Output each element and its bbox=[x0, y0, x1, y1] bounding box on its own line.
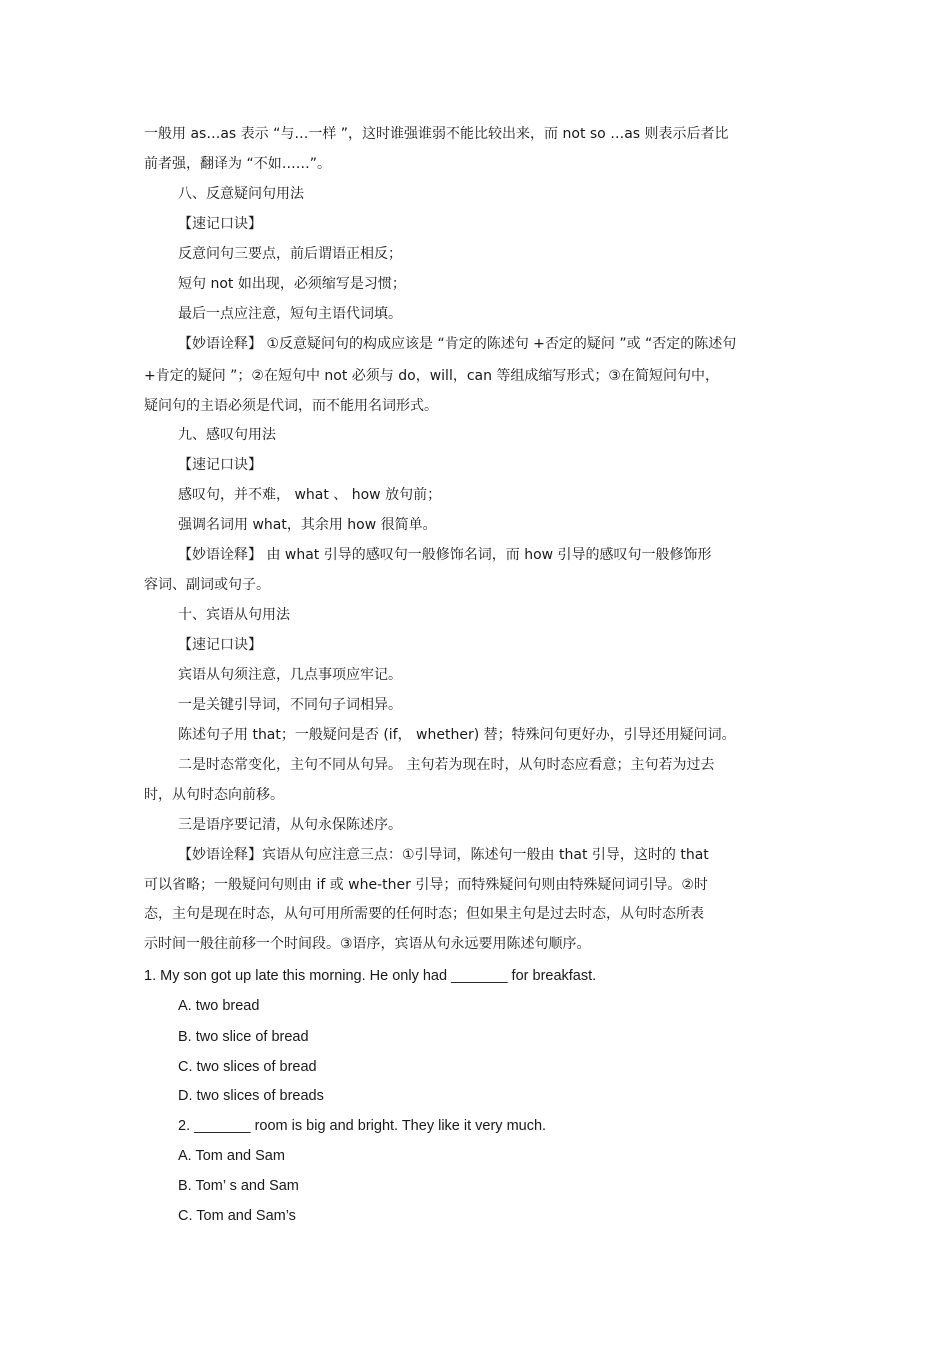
question-stem: 1. My son got up late this morning. He only had _______ for breakfast. bbox=[144, 968, 597, 984]
answer-option: C. two slices of bread bbox=[178, 1059, 317, 1075]
answer-option: B. Tom’ s and Sam bbox=[178, 1178, 299, 1194]
answer-option: A. two bread bbox=[178, 998, 260, 1014]
paragraph-line: 强调名词用 what，其余用 how 很简单。 bbox=[178, 517, 437, 533]
paragraph-line: 【妙语诠释】 ①反意疑问句的构成应该是 “肯定的陈述句 +否定的疑问 ”或 “否定的陈述句 bbox=[178, 336, 737, 352]
answer-option: C. Tom and Sam’s bbox=[178, 1208, 296, 1224]
section-heading: 十、宾语从句用法 bbox=[178, 607, 290, 623]
paragraph-line: 可以省略；一般疑问句则由 if 或 whe-ther 引导；而特殊疑问句则由特殊疑问词引导。②时 bbox=[144, 877, 708, 893]
paragraph-line: +肯定的疑问 ”；②在短句中 not 必须与 do，will，can 等组成缩写形式；③在简短问句中， bbox=[144, 368, 719, 384]
paragraph-line: 一是关键引导词，不同句子词相异。 bbox=[178, 697, 402, 713]
answer-option: A. Tom and Sam bbox=[178, 1148, 285, 1164]
answer-option: D. two slices of breads bbox=[178, 1088, 324, 1104]
paragraph-line: 感叹句，并不难， what 、 how 放句前； bbox=[178, 487, 442, 503]
paragraph-line: 疑问句的主语必须是代词，而不能用名词形式。 bbox=[144, 398, 438, 414]
paragraph-line: 三是语序要记清，从句永保陈述序。 bbox=[178, 817, 402, 833]
subheading: 【速记口诀】 bbox=[178, 216, 262, 232]
paragraph-line: 短句 not 如出现，必须缩写是习惯； bbox=[178, 276, 406, 292]
paragraph-line: 容词、副词或句子。 bbox=[144, 577, 270, 593]
answer-option: B. two slice of bread bbox=[178, 1029, 309, 1045]
question-stem: 2. _______ room is big and bright. They like it very much. bbox=[178, 1118, 547, 1134]
paragraph-line: 时，从句时态向前移。 bbox=[144, 787, 284, 803]
paragraph-line: 一般用 as…as 表示 “与…一样 ”，这时谁强谁弱不能比较出来，而 not so …as 则表示后者比 bbox=[144, 126, 729, 142]
paragraph-line: 前者强，翻译为 “不如……”。 bbox=[144, 156, 331, 172]
paragraph-line: 【妙语诠释】宾语从句应注意三点：①引导词，陈述句一般由 that 引导，这时的 that bbox=[178, 847, 709, 863]
subheading: 【速记口诀】 bbox=[178, 637, 262, 653]
paragraph-line: 示时间一般往前移一个时间段。③语序，宾语从句永远要用陈述句顺序。 bbox=[144, 936, 591, 952]
paragraph-line: 宾语从句须注意，几点事项应牢记。 bbox=[178, 667, 402, 683]
paragraph-line: 态，主句是现在时态，从句可用所需要的任何时态；但如果主句是过去时态，从句时态所表 bbox=[144, 906, 704, 922]
subheading: 【速记口诀】 bbox=[178, 457, 262, 473]
paragraph-line: 二是时态常变化，主句不同从句异。 主句若为现在时，从句时态应看意；主句若为过去 bbox=[178, 757, 715, 773]
section-heading: 八、反意疑问句用法 bbox=[178, 186, 304, 202]
paragraph-line: 陈述句子用 that；一般疑问是否 (if， whether) 替；特殊问句更好办，引导还用疑问词。 bbox=[178, 727, 736, 743]
paragraph-line: 最后一点应注意，短句主语代词填。 bbox=[178, 306, 402, 322]
paragraph-line: 【妙语诠释】 由 what 引导的感叹句一般修饰名词，而 how 引导的感叹句一般修饰形 bbox=[178, 547, 712, 563]
paragraph-line: 反意问句三要点，前后谓语正相反； bbox=[178, 246, 402, 262]
section-heading: 九、感叹句用法 bbox=[178, 427, 276, 443]
